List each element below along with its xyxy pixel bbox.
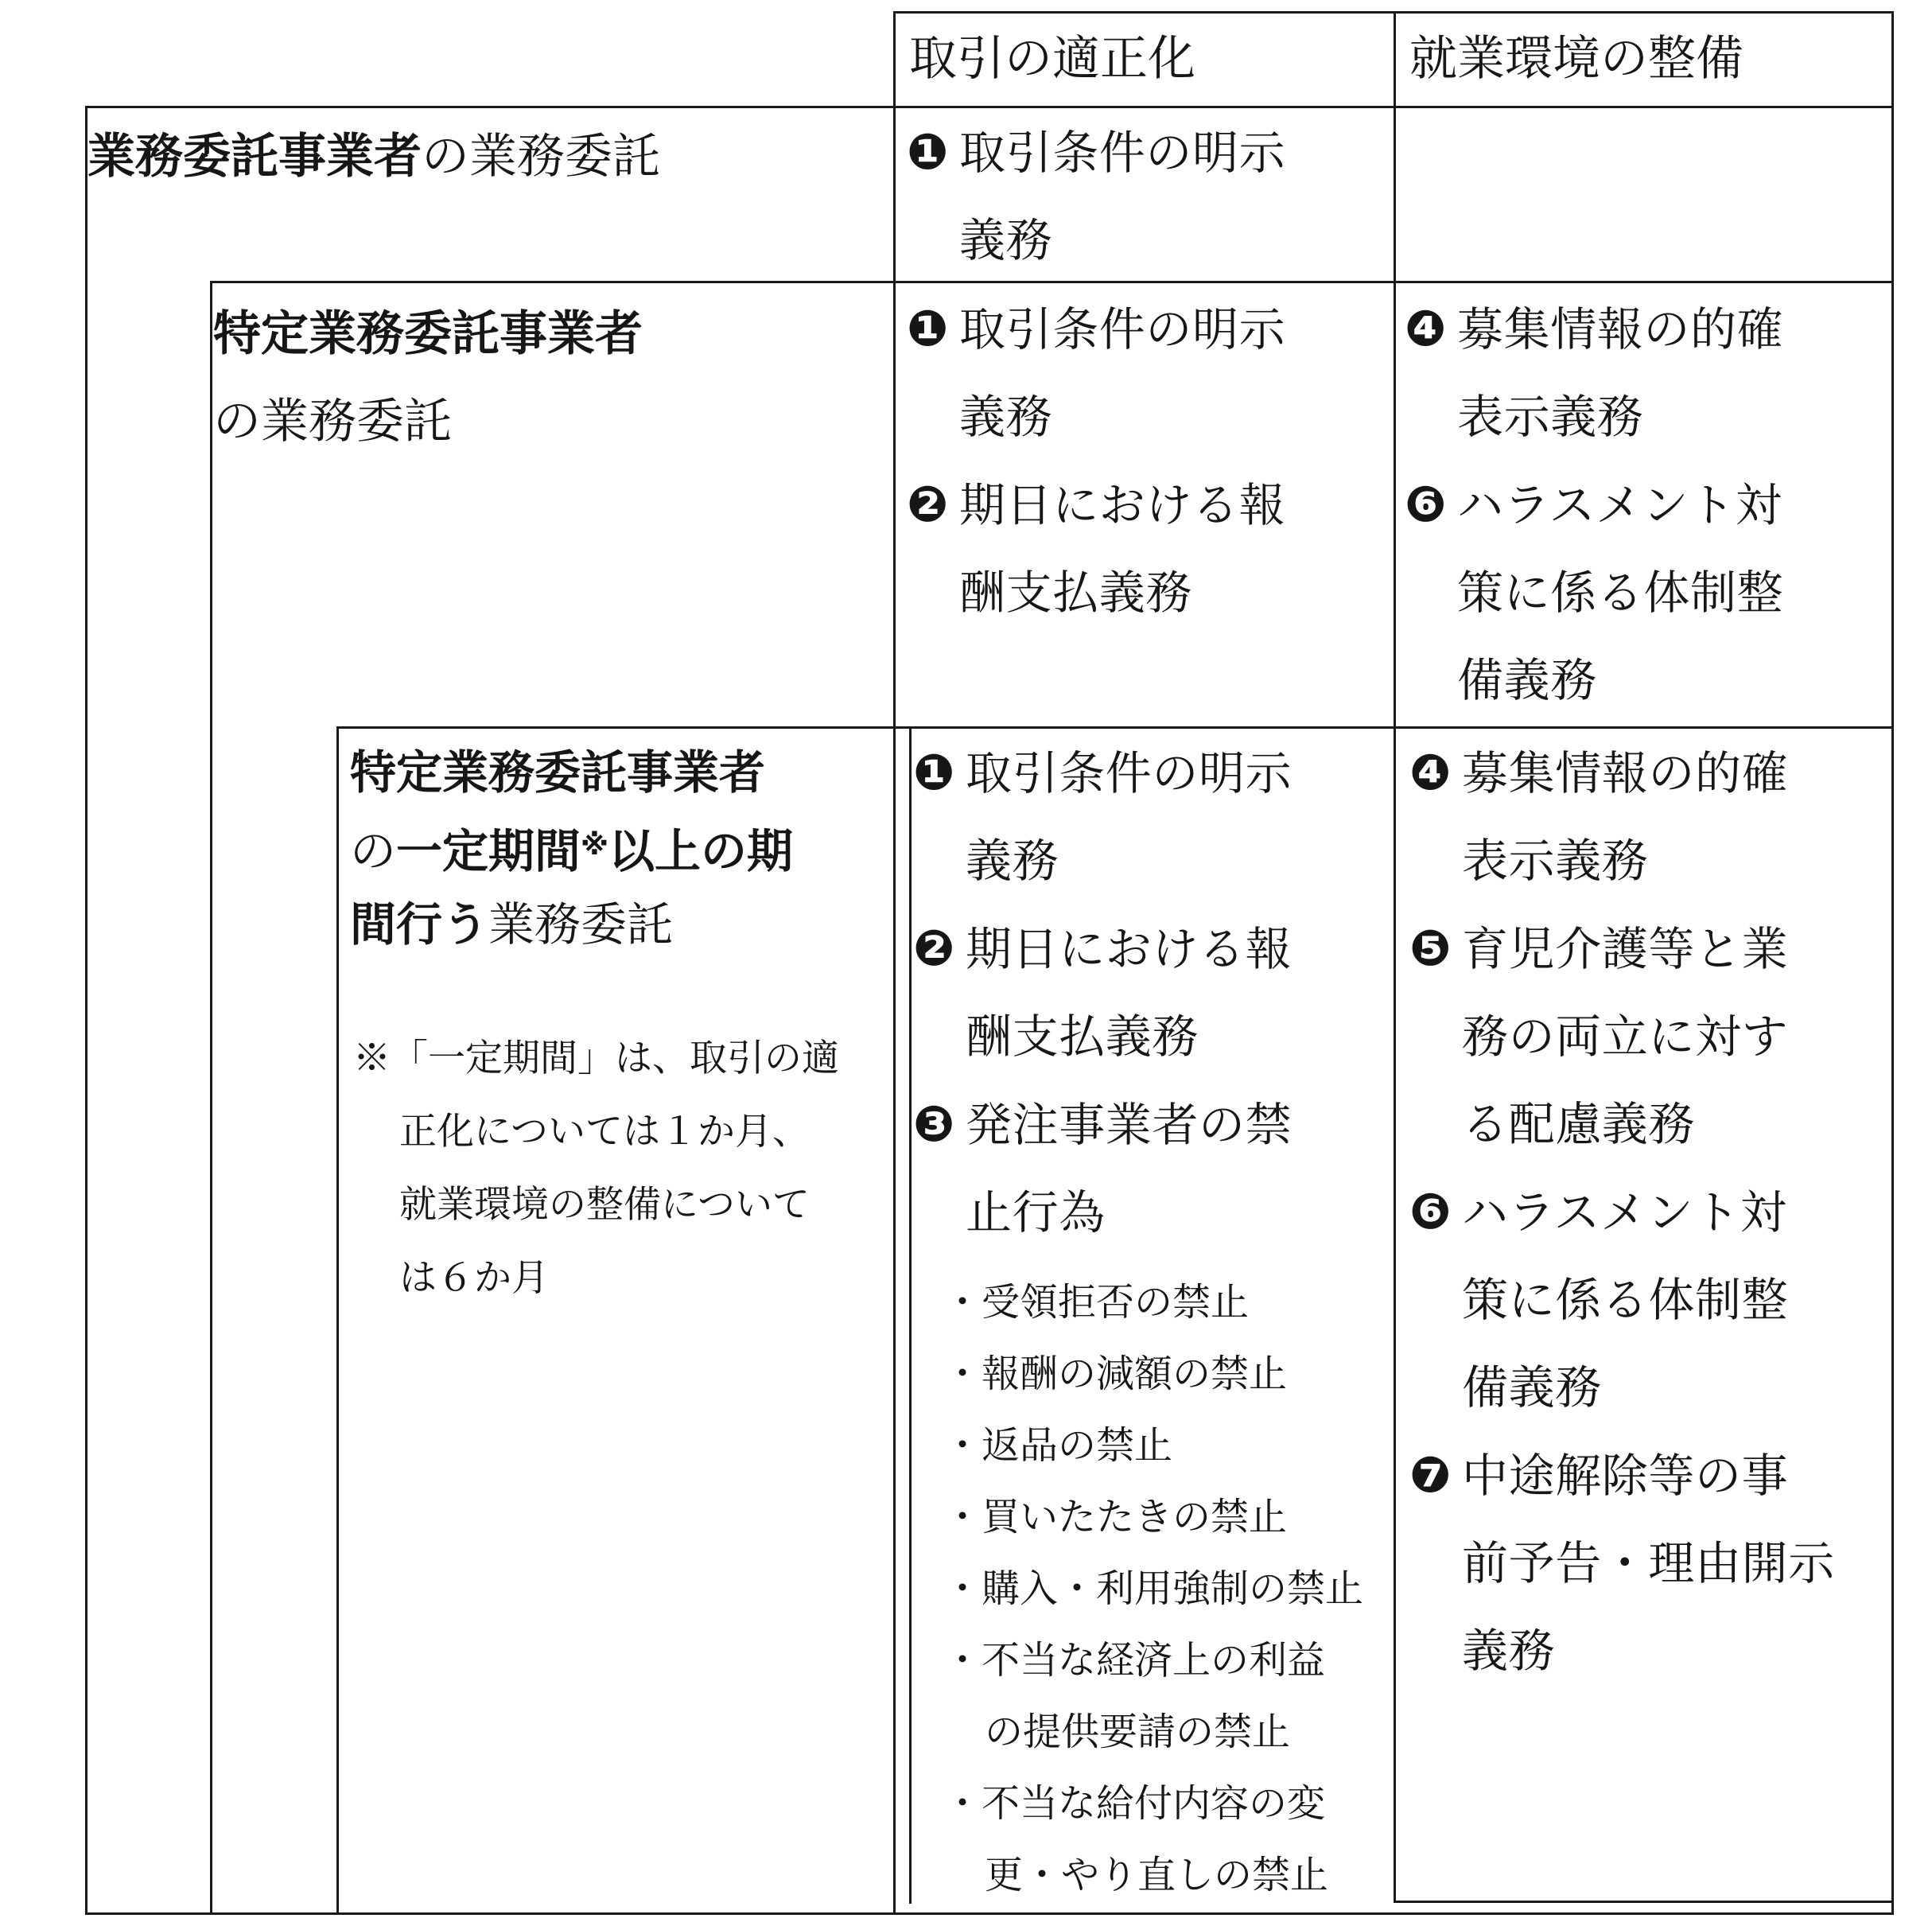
column-header-torihiki: 取引の適正化	[909, 31, 1195, 87]
number-1-icon: ❶	[907, 299, 950, 357]
footnote-line: ※「一定期間」は、取引の適	[353, 1037, 839, 1080]
number-3-icon: ❸	[913, 1095, 956, 1153]
column-header-shugyo: 就業環境の整備	[1409, 31, 1743, 87]
row3-shugyo-bottom	[1394, 1901, 1893, 1903]
item-line: 取引条件の明示	[959, 126, 1286, 180]
item-line: 取引条件の明示	[966, 746, 1293, 800]
item-line: 募集情報の的確	[1457, 302, 1784, 356]
footnote-line: 就業環境の整備について	[399, 1183, 811, 1227]
row3-footnote	[353, 1022, 839, 1315]
row3-shugyo-list	[1409, 729, 1835, 1694]
number-7-icon: ❼	[1409, 1445, 1452, 1504]
row2-label-bold: 特定業務委託事業者	[213, 306, 643, 362]
number-1-icon: ❶	[913, 743, 956, 801]
number-1-icon: ❶	[907, 123, 950, 181]
item-line: 策に係る体制整	[1457, 566, 1784, 620]
row1-torihiki-item-1	[907, 108, 1285, 284]
row3-inner-divider	[909, 726, 912, 1904]
prohibition-item: ・買いたたきの禁止	[943, 1495, 1288, 1539]
item-line: 中途解除等の事	[1462, 1449, 1789, 1503]
note-mark: ※	[581, 829, 609, 862]
item-line: 募集情報の的確	[1462, 746, 1789, 800]
item-line: 義務	[959, 213, 1053, 267]
item-line: 表示義務	[1462, 834, 1649, 888]
row1-label	[87, 113, 660, 200]
row2-shugyo-list	[1405, 285, 1783, 724]
item-line: 発注事業者の禁	[966, 1098, 1293, 1152]
row3-border-left	[336, 726, 339, 1914]
item-line: 止行為	[966, 1185, 1106, 1239]
prohibition-item: ・報酬の減額の禁止	[943, 1352, 1288, 1396]
item-line: 義務	[966, 834, 1059, 888]
prohibition-item-cont: 更・やり直しの禁止	[985, 1853, 1329, 1897]
table-border-bottom	[85, 1912, 1893, 1915]
item-line: 期日における報	[959, 478, 1286, 532]
item-line: 備義務	[1457, 653, 1597, 707]
item-line: 育児介護等と業	[1462, 922, 1789, 976]
row3-label-suffix: 以上の期	[608, 824, 794, 878]
item-line: 取引条件の明示	[959, 302, 1286, 356]
prohibition-item: ・返品の禁止	[943, 1423, 1173, 1468]
row2-label	[213, 290, 643, 465]
row3-label-line1: 特定業務委託事業者	[350, 745, 766, 800]
prohibition-item: ・不当な経済上の利益	[943, 1638, 1326, 1683]
prohibition-item: ・不当な給付内容の変	[943, 1781, 1326, 1826]
item-line: 酬支払義務	[959, 566, 1193, 620]
row2-border-left	[210, 281, 212, 1914]
item-line: 表示義務	[1457, 390, 1644, 444]
column-divider-torihiki	[893, 11, 896, 1914]
item-line: 義務	[959, 390, 1053, 444]
number-5-icon: ❺	[1409, 919, 1452, 977]
row2-torihiki-list	[907, 285, 1285, 636]
footnote-line: 正化については１か月、	[399, 1110, 811, 1154]
item-line: 備義務	[1462, 1360, 1602, 1414]
number-4-icon: ❹	[1409, 743, 1452, 801]
number-4-icon: ❹	[1405, 299, 1448, 357]
number-6-icon: ❻	[1409, 1182, 1452, 1240]
row1-label-bold: 業務委託事業者	[87, 129, 422, 185]
row1-label-rest: の業務委託	[422, 129, 660, 185]
item-line: 義務	[1462, 1624, 1556, 1678]
prohibition-item: ・受領拒否の禁止	[943, 1280, 1250, 1325]
row3-torihiki-list	[913, 729, 1292, 1256]
item-line: 策に係る体制整	[1462, 1273, 1789, 1327]
number-2-icon: ❷	[913, 919, 956, 977]
row3-prohibition-list	[943, 1266, 1363, 1911]
row3-label	[350, 736, 793, 961]
row3-label-line3-rest: 業務委託	[488, 897, 674, 951]
table-border-left	[85, 106, 87, 1914]
prohibition-item: ・購入・利用強制の禁止	[943, 1566, 1364, 1611]
number-6-icon: ❻	[1405, 475, 1448, 533]
item-line: 酬支払義務	[966, 1010, 1199, 1064]
item-line: ハラスメント対	[1457, 478, 1782, 532]
number-2-icon: ❷	[907, 475, 950, 533]
row2-label-rest: の業務委託	[213, 394, 452, 449]
item-line: 務の両立に対す	[1462, 1010, 1789, 1064]
prohibition-item-cont: の提供要請の禁止	[985, 1710, 1291, 1754]
row3-label-prefix: の	[350, 824, 397, 878]
footnote-line: は６か月	[399, 1256, 549, 1300]
item-line: ハラスメント対	[1462, 1185, 1787, 1239]
column-divider-shugyo	[1394, 11, 1396, 1903]
item-line: 期日における報	[966, 922, 1293, 976]
table-border-right	[1891, 11, 1894, 1915]
row3-label-line3-bold: 間行う	[350, 897, 489, 951]
item-line: 前予告・理由開示	[1462, 1536, 1835, 1590]
item-line: る配慮義務	[1462, 1097, 1696, 1151]
row3-label-period: 一定期間	[396, 824, 581, 878]
